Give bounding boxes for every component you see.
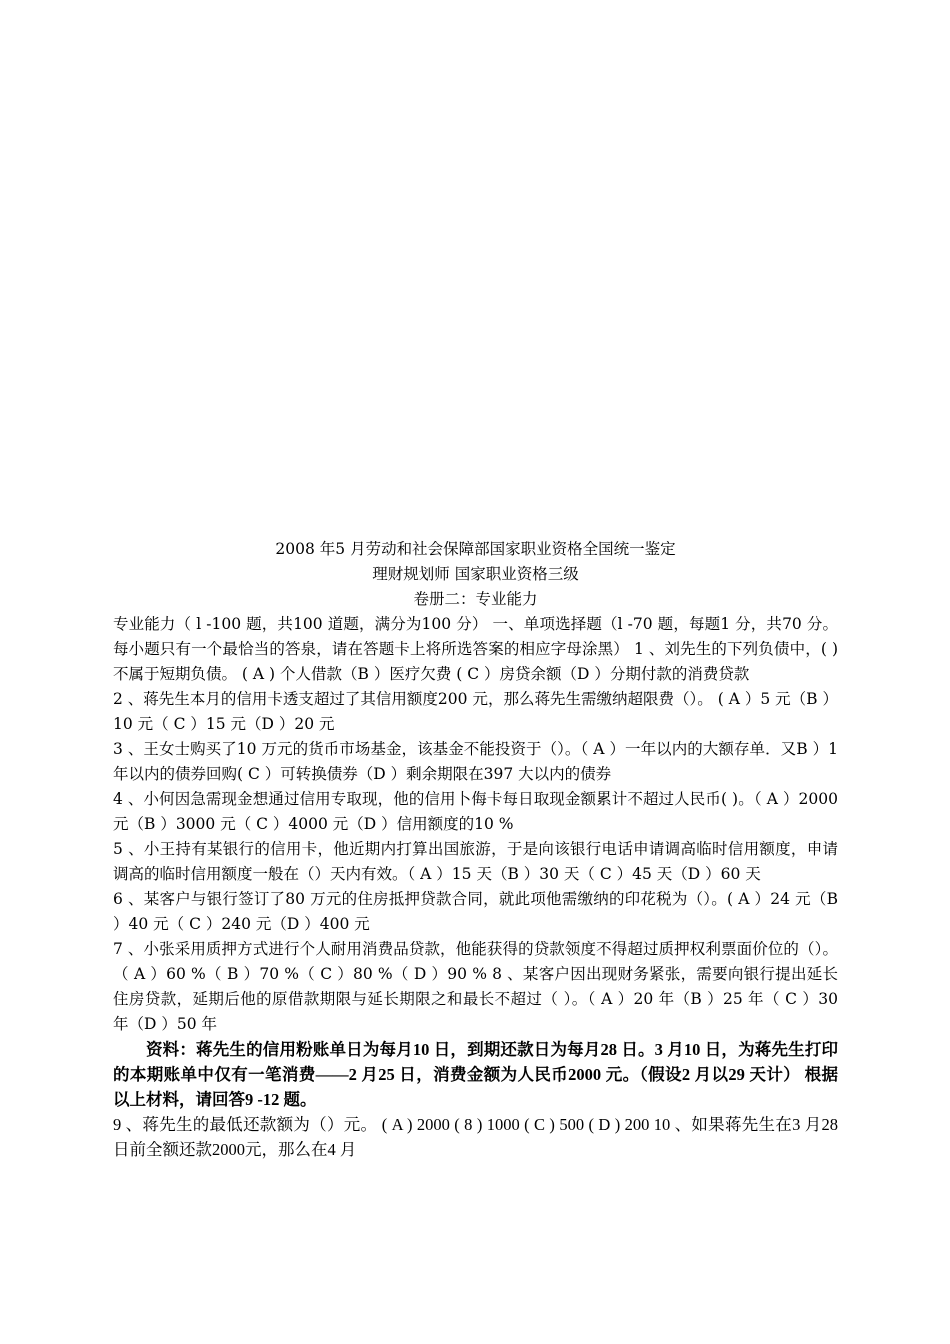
paragraph-q5: 5 、小王持有某银行的信用卡，他近期内打算出国旅游，于是向该银行电话申请调高临时信用额度，申请调高的临时信用额度一般在（）天内有效。（ A ）15 天（B ）30 天（ C ）45 天（D ）60 天: [113, 840, 838, 883]
document-title-line-1: 2008 年5 月劳动和社会保障部国家职业资格全国统一鉴定: [275, 540, 676, 558]
material-paragraph: 资料：蒋先生的信用粉账单日为每月10 日，到期还款日为每月28 日。3 月10 日，为蒋先生打印的本期账单中仅有一笔消费——2 月25 日，消费金额为人民币2000 元。（假设2 月以29 天计） 根据以上材料，请回答9 -12 题。: [113, 1040, 839, 1109]
paragraph-q4: 4 、小何因急需现金想通过信用专取现，他的信用卜侮卡每日取现金额累计不超过人民币( )。（ A ）2000 元（B ）3000 元（ C ）4000 元（D ）信用额度的10 %: [113, 790, 838, 833]
paragraph-q3: 3 、王女士购买了10 万元的货币市场基金，该基金不能投资于（）。（ A ）一年以内的大额存单．又B ）1 年以内的债券回购( C ）可转换债券（D ）剩余期限在397 大以内的债券: [113, 740, 838, 783]
document-title-line-2: 理财规划师 国家职业资格三级: [372, 565, 579, 583]
paragraph-q2: 2 、蒋先生本月的信用卡透支超过了其信用额度200 元，那么蒋先生需缴纳超限费（）。 ( A ）5 元（B ）10 元（ C ）15 元（D ）20 元: [113, 690, 838, 733]
paragraph-q9-q10: 9 、蒋先生的最低还款额为（）元。 ( A ) 2000 ( 8 ) 1000 ( C ) 500 ( D ) 200 10 、如果蒋先生在3 月28 日前全额还款2000元，那么在4 月: [113, 1115, 838, 1159]
paragraph-q7-q8: 7 、小张采用质押方式进行个人耐用消费品贷款，他能获得的贷款领度不得超过质押权利票面价位的（）。（ A ）60 %（ B ）70 %（ C ）80 %（ D ）90 % 8 、某客户因出现财务紧张，需要向银行提出延长住房贷款，延期后他的原借款期限与延长期限之和最长不超过（ ）。（ A ）20 年（B ）25 年（ C ）30 年（D ）50 年: [113, 940, 838, 1033]
document-body: [113, 537, 838, 1162]
paragraph-instructions-q1: 专业能力（ l -100 题，共100 道题，满分为100 分） 一、单项选择题（l -70 题，每题1 分，共70 分。每小题只有一个最恰当的答泉，请在答题卡上将所选答案的相应字母涂黑） 1 、刘先生的下列负债中，( ) 不属于短期负债。 ( A ) 个人借款（B ）医疗欠费 ( C ）房贷余额（D ）分期付款的消费贷款: [113, 615, 838, 683]
document-title-line-3: 卷册二：专业能力: [413, 590, 538, 608]
paragraph-q6: 6 、某客户与银行签订了80 万元的住房抵押贷款合同，就此项他需缴纳的印花税为（）。( A ）24 元（B ）40 元（ C ）240 元（D ）400 元: [113, 890, 838, 933]
